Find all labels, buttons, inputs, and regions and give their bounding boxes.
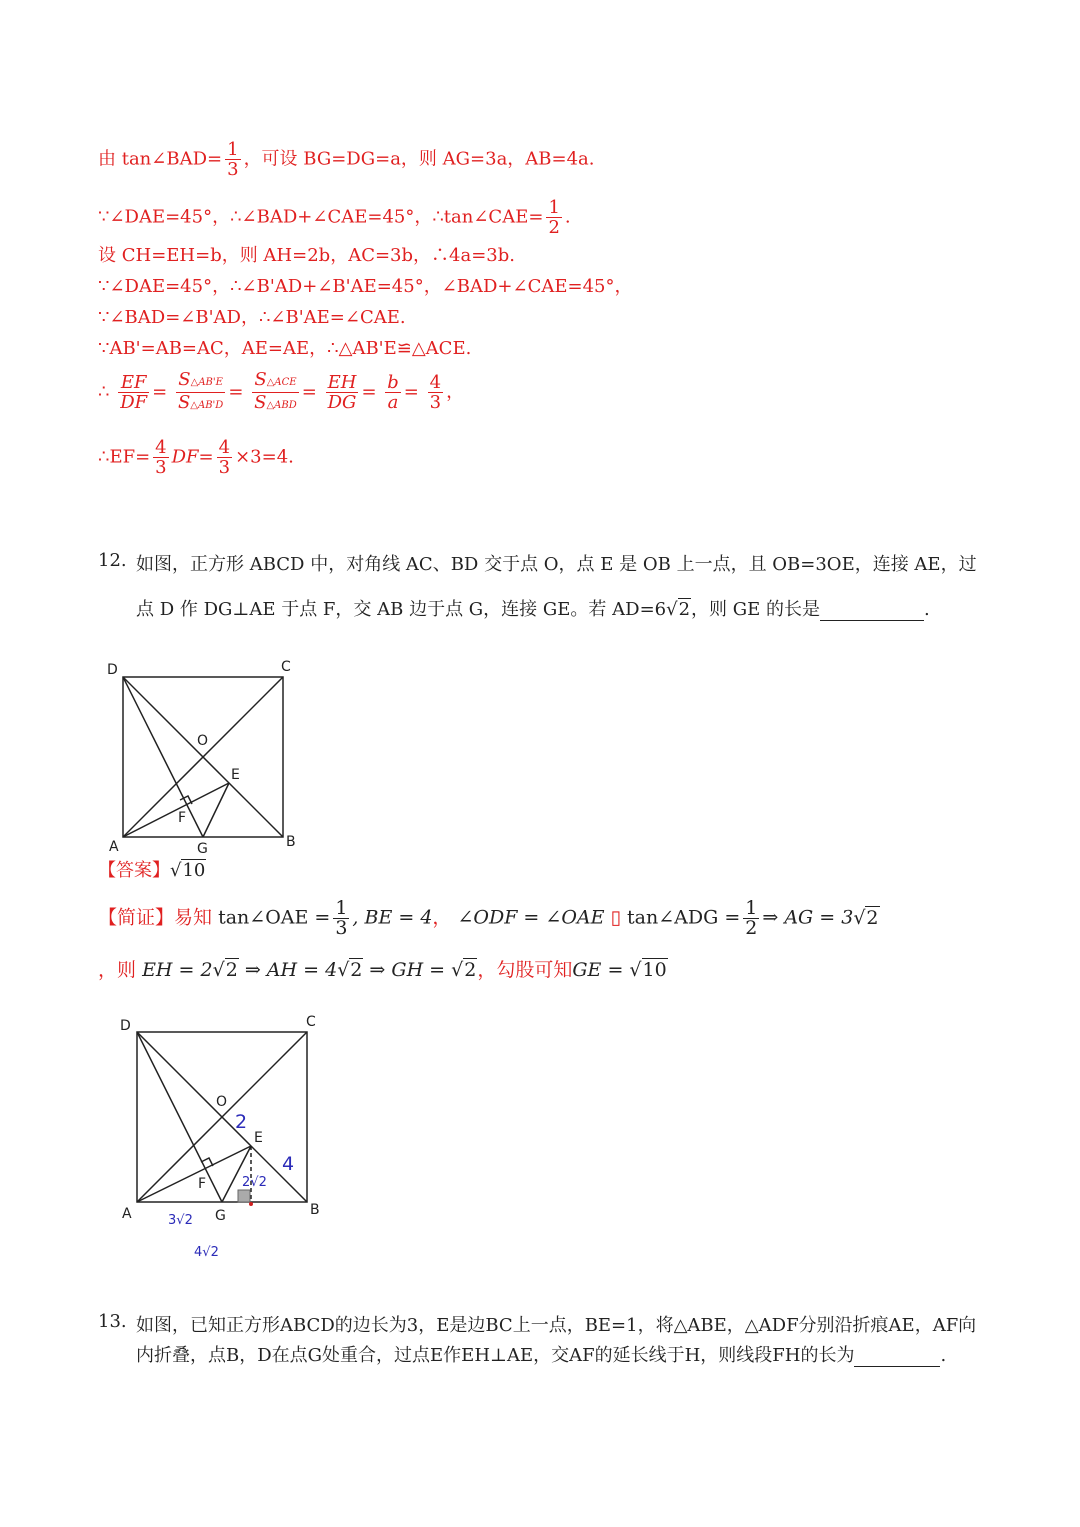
math: tan∠OAE = xyxy=(218,906,331,929)
problem-line-1: 如图，已知正方形ABCD的边长为3，E是边BC上一点，BE=1，将△ABE，△ADF分别沿折痕AE，AF向 xyxy=(136,1315,977,1336)
sub: △ABD xyxy=(266,400,297,411)
proof-line-2 xyxy=(98,958,668,982)
numerator: 1 xyxy=(548,197,560,218)
equals: = xyxy=(301,381,317,403)
label-g: G xyxy=(197,841,208,855)
point-h xyxy=(249,1202,253,1206)
text: DF xyxy=(171,446,199,468)
equals: = xyxy=(198,446,214,468)
text: . xyxy=(940,1345,947,1366)
label-o: O xyxy=(197,733,209,749)
radicand: 2 xyxy=(350,959,363,981)
denominator: 3 xyxy=(227,159,239,180)
solution-line-5: ∵∠BAD=∠B'AD，∴∠B'AE=∠CAE. xyxy=(98,307,406,328)
sqrt-expr: √2 xyxy=(212,959,238,981)
text: . xyxy=(564,206,571,228)
numerator xyxy=(252,370,299,393)
text: . xyxy=(924,599,930,620)
denominator: 3 xyxy=(218,457,231,478)
radicand: 10 xyxy=(642,959,667,981)
solution-line-2 xyxy=(98,198,571,237)
length-label-eh: 2√2 xyxy=(242,1175,267,1190)
text: ∵∠DAE=45°，∴∠BAD+∠CAE=45°，∴tan∠CAE= xyxy=(98,206,544,228)
problem-line-1: 如图，正方形 ABCD 中，对角线 AC、BD 交于点 O，点 E 是 OB 上一点，且 OB=3OE，连接 AE，过 xyxy=(136,554,977,575)
length-label-ag: 3√2 xyxy=(168,1213,193,1228)
label-c: C xyxy=(281,659,291,675)
label-c: C xyxy=(306,1014,316,1030)
label-b: B xyxy=(286,834,296,850)
equals: = xyxy=(361,381,377,403)
solution-line-4: ∵∠DAE=45°，∴∠B'AD+∠B'AE=45°，∠BAD+∠CAE=45°， xyxy=(98,276,633,297)
denominator: 3 xyxy=(335,917,348,939)
text: ×3=4. xyxy=(235,446,294,468)
text: ∴ xyxy=(98,381,110,403)
label-o: O xyxy=(216,1094,228,1110)
denominator xyxy=(176,393,225,415)
numerator: 4 xyxy=(155,437,167,458)
s: S xyxy=(178,369,191,390)
solution-line-8 xyxy=(98,438,294,477)
text: ，勾股可知 xyxy=(477,959,573,981)
answer-tag: 【答案】 xyxy=(98,860,170,881)
math: EH = 2 xyxy=(142,959,213,981)
denominator xyxy=(252,393,299,415)
fraction xyxy=(217,438,232,477)
numerator: 4 xyxy=(218,437,231,458)
solution-line-7 xyxy=(98,370,464,415)
figure-1 xyxy=(100,655,310,855)
math: GE = xyxy=(572,959,630,981)
numerator: EF xyxy=(118,373,149,393)
problem-number: 13. xyxy=(98,1311,127,1332)
box-glyph: ▯ xyxy=(610,906,621,929)
s: S xyxy=(254,369,267,390)
length-label-eb: 4 xyxy=(282,1153,295,1175)
sqrt-expr: √2 xyxy=(451,959,477,981)
math: tan∠ADG = xyxy=(627,906,741,929)
text: 内折叠，点B，D在点G处重合，过点E作EH⊥AE，交AF的延长线于H，则线段FH的长为 xyxy=(136,1345,855,1366)
right-angle-square xyxy=(238,1190,250,1202)
sub: △AB'D xyxy=(190,400,224,411)
fraction xyxy=(225,140,240,179)
sub: △ACE xyxy=(266,377,297,388)
denominator: 3 xyxy=(429,392,442,413)
denominator: 2 xyxy=(745,917,758,939)
denominator: 3 xyxy=(155,457,167,478)
solution-line-3: 设 CH=EH=b，则 AH=2b，AC=3b，∴4a=3b. xyxy=(98,245,515,266)
s: S xyxy=(254,392,267,413)
segment-ae xyxy=(137,1146,251,1202)
radicand: 2 xyxy=(866,906,879,929)
length-label-ah: 4√2 xyxy=(194,1245,219,1260)
fraction xyxy=(153,438,168,477)
label-a: A xyxy=(122,1206,132,1222)
text: ，则 xyxy=(98,959,137,981)
figure-2 xyxy=(110,1010,340,1270)
sqrt-expr: 6√2 xyxy=(654,599,691,620)
text: 点 D 作 DG⊥AE 于点 F，交 AB 边于点 G，连接 GE。若 AD= xyxy=(136,599,655,620)
label-f: F xyxy=(198,1176,207,1192)
numerator: EH xyxy=(327,372,357,393)
radicand: 2 xyxy=(210,1245,219,1260)
fraction xyxy=(333,899,349,938)
numerator: 1 xyxy=(745,897,758,919)
radicand: 2 xyxy=(464,959,477,981)
fraction xyxy=(252,370,299,415)
text: ，则 GE 的长是 xyxy=(691,599,821,620)
equals: = xyxy=(228,381,244,403)
fraction xyxy=(428,373,443,412)
answer-line xyxy=(98,859,206,883)
text: ， xyxy=(432,906,452,929)
fraction xyxy=(326,373,359,412)
label-e: E xyxy=(254,1130,263,1146)
radicand: 2 xyxy=(258,1175,267,1190)
answer-blank[interactable] xyxy=(854,1348,940,1367)
proof-line-1 xyxy=(98,899,880,938)
text: ∴EF= xyxy=(98,446,151,468)
sqrt-expr: √10 xyxy=(629,959,667,981)
math: , BE = 4 xyxy=(352,906,433,929)
text: ， xyxy=(446,381,465,403)
coef: 6 xyxy=(654,599,667,620)
denominator: DF xyxy=(120,392,148,413)
numerator: 1 xyxy=(335,897,348,919)
radicand: 2 xyxy=(184,1213,193,1228)
equals: = xyxy=(403,381,419,403)
text: ，可设 BG=DG=a，则 AG=3a，AB=4a. xyxy=(243,148,595,170)
equals: = xyxy=(152,381,168,403)
problem-13 xyxy=(98,1311,998,1371)
coef: 3 xyxy=(168,1213,177,1228)
text: 易知 xyxy=(174,906,213,929)
solution-line-6: ∵AB'=AB=AC，AE=AE，∴△AB'E≌△ACE. xyxy=(98,338,472,359)
radicand: 2 xyxy=(678,599,691,620)
radicand: 2 xyxy=(225,959,238,981)
proof-tag: 【简证】 xyxy=(98,906,175,929)
label-a: A xyxy=(109,839,119,855)
coef: 4 xyxy=(194,1245,203,1260)
label-f: F xyxy=(178,810,187,826)
math: ⇒ AH = 4 xyxy=(238,959,338,981)
problem-number: 12. xyxy=(98,550,127,571)
segment-ge xyxy=(203,783,229,837)
label-e: E xyxy=(231,767,240,783)
fraction xyxy=(118,373,149,412)
fraction xyxy=(176,370,225,415)
numerator xyxy=(176,370,225,393)
sqrt-expr: √10 xyxy=(170,860,206,881)
length-label-oe: 2 xyxy=(235,1111,248,1133)
problem-line-2 xyxy=(136,1341,946,1367)
problem-line-2 xyxy=(136,595,930,621)
fraction xyxy=(743,899,759,938)
label-g: G xyxy=(215,1208,226,1224)
numerator: 1 xyxy=(227,139,239,160)
denominator: a xyxy=(387,392,399,413)
label-b: B xyxy=(310,1202,320,1218)
math: ∠ODF = ∠OAE xyxy=(457,906,605,929)
label-d: D xyxy=(107,662,118,678)
solution-line-1 xyxy=(98,140,595,179)
numerator: 4 xyxy=(429,372,442,393)
segment-dg xyxy=(123,677,203,837)
sqrt-expr: √2 xyxy=(853,906,879,929)
radicand: 10 xyxy=(182,860,206,881)
problem-12 xyxy=(98,550,998,630)
s: S xyxy=(177,392,191,413)
sub: △AB'E xyxy=(190,377,223,388)
math: ⇒ AG = 3 xyxy=(762,906,854,929)
sqrt-expr: √2 xyxy=(337,959,363,981)
text: 由 tan∠BAD= xyxy=(98,148,223,170)
label-d: D xyxy=(120,1018,131,1034)
answer-blank[interactable] xyxy=(820,602,924,621)
numerator: b xyxy=(387,372,399,393)
coef: 2 xyxy=(242,1175,251,1190)
segment-dg xyxy=(137,1032,222,1202)
math: ⇒ GH = xyxy=(363,959,452,981)
denominator: 2 xyxy=(548,217,560,238)
segment-ae xyxy=(123,783,229,837)
denominator: DG xyxy=(327,392,357,413)
fraction xyxy=(546,198,561,237)
fraction xyxy=(385,373,401,412)
